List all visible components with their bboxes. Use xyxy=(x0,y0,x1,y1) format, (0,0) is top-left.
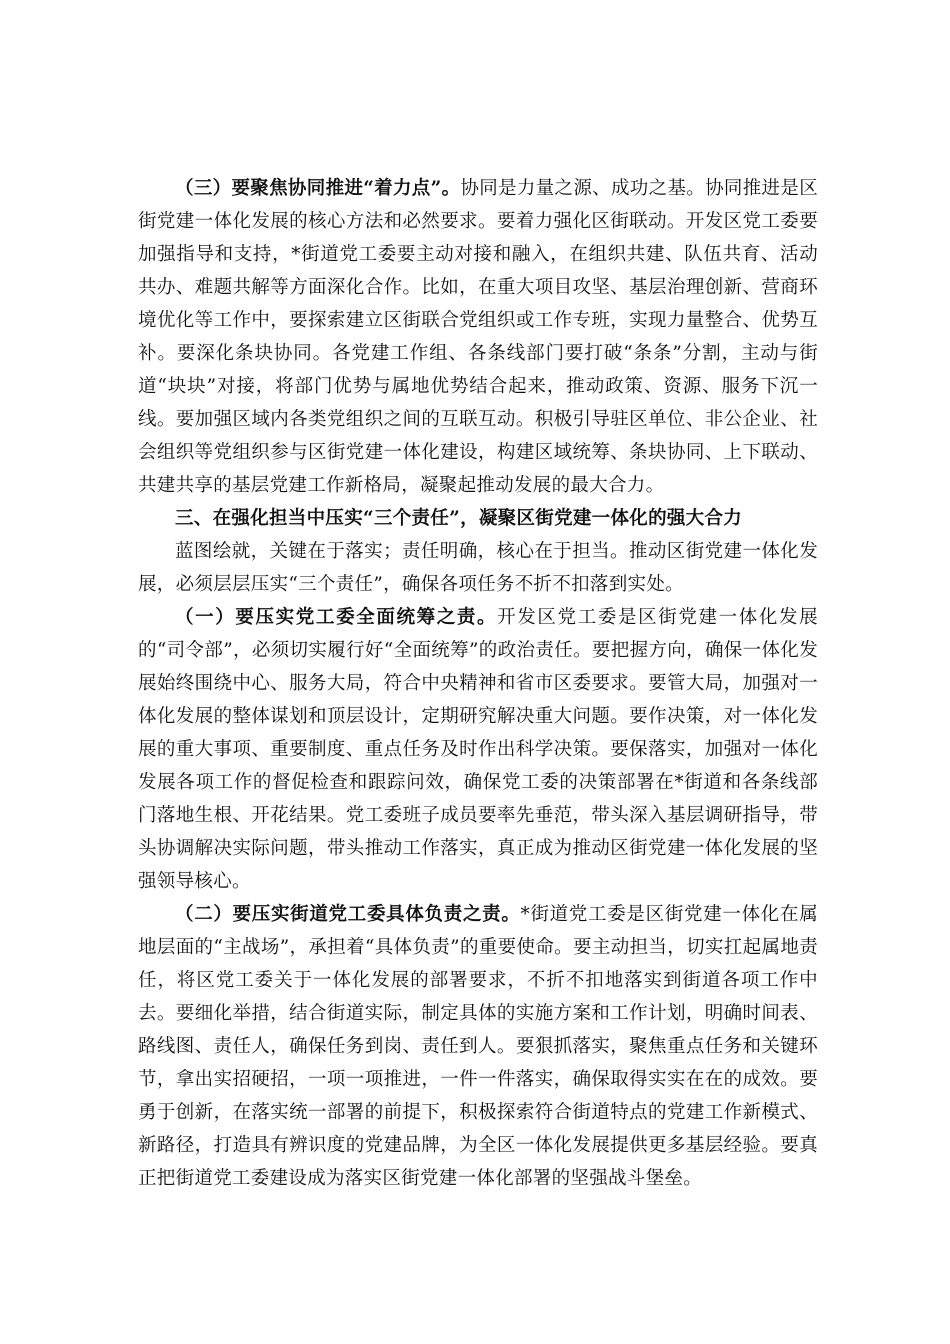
paragraph-lead-heading: （三）要聚焦协同推进“着力点”。 xyxy=(175,178,461,199)
paragraph-text: *街道党工委是区街党建一体化在属地层面的“主战场”，承担着“具体负责”的重要使命。要主动担当，切实扛起属地责任，将区党工委关于一体化发展的部署要求，不折不扣地落实到街道各项工作中去。要细化举措，结合街道实际，制定具体的实施方案和工作计划，明确时间表、路线图、责任人，确保任务到岗、责任到人。要狠抓落实，聚焦重点任务和关键环节，拿出实招硬招，一项一项推进，一件一件落实，确保取得实实在在的成效。要勇于创新，在落实统一部署的前提下，积极探索符合街道特点的党建工作新模式、新路径，打造具有辨识度的党建品牌，为全区一体化发展提供更多基层经验。要真正把街道党工委建设成为落实区街党建一体化部署的坚强战斗堡垒。 xyxy=(138,904,818,1189)
paragraph-lead-heading: （一）要压实党工委全面统筹之责。 xyxy=(175,607,498,628)
section-heading: 三、在强化担当中压实“三个责任”，凝聚区街党建一体化的强大合力 xyxy=(175,508,743,529)
paragraph-party-committee-responsibility xyxy=(138,601,818,898)
paragraph-intro xyxy=(138,535,818,601)
document-body xyxy=(138,172,818,1195)
paragraph-focus-coordination xyxy=(138,172,818,502)
paragraph-street-committee-responsibility xyxy=(138,898,818,1195)
paragraph-lead-heading: （二）要压实街道党工委具体负责之责。 xyxy=(175,904,521,925)
paragraph-text: 协同是力量之源、成功之基。协同推进是区街党建一体化发展的核心方法和必然要求。要着力强化区街联动。开发区党工委要加强指导和支持，*街道党工委要主动对接和融入，在组织共建、队伍共育、活动共办、难题共解等方面深化合作。比如，在重大项目攻坚、基层治理创新、营商环境优化等工作中，要探索建立区街联合党组织或工作专班，实现力量整合、优势互补。要深化条块协同。各党建工作组、各条线部门要打破“条条”分割，主动与街道“块块”对接，将部门优势与属地优势结合起来，推动政策、资源、服务下沉一线。要加强区域内各类党组织之间的互联互动。积极引导驻区单位、非公企业、社会组织等党组织参与区街党建一体化建设，构建区域统筹、条块协同、上下联动、共建共享的基层党建工作新格局，凝聚起推动发展的最大合力。 xyxy=(138,178,818,496)
paragraph-text: 蓝图绘就，关键在于落实；责任明确，核心在于担当。推动区街党建一体化发展，必须层层压实“三个责任”，确保各项任务不折不扣落到实处。 xyxy=(138,541,818,595)
paragraph-text: 开发区党工委是区街党建一体化发展的“司令部”，必须切实履行好“全面统筹”的政治责任。要把握方向，确保一体化发展始终围绕中心、服务大局，符合中央精神和省市区委要求。要管大局，加强对一体化发展的整体谋划和顶层设计，定期研究解决重大问题。要作决策，对一体化发展的重大事项、重要制度、重点任务及时作出科学决策。要保落实，加强对一体化发展各项工作的督促检查和跟踪问效，确保党工委的决策部署在*街道和各条线部门落地生根、开花结果。党工委班子成员要率先垂范，带头深入基层调研指导，带头协调解决实际问题，带头推动工作落实，真正成为推动区街党建一体化发展的坚强领导核心。 xyxy=(138,607,818,892)
